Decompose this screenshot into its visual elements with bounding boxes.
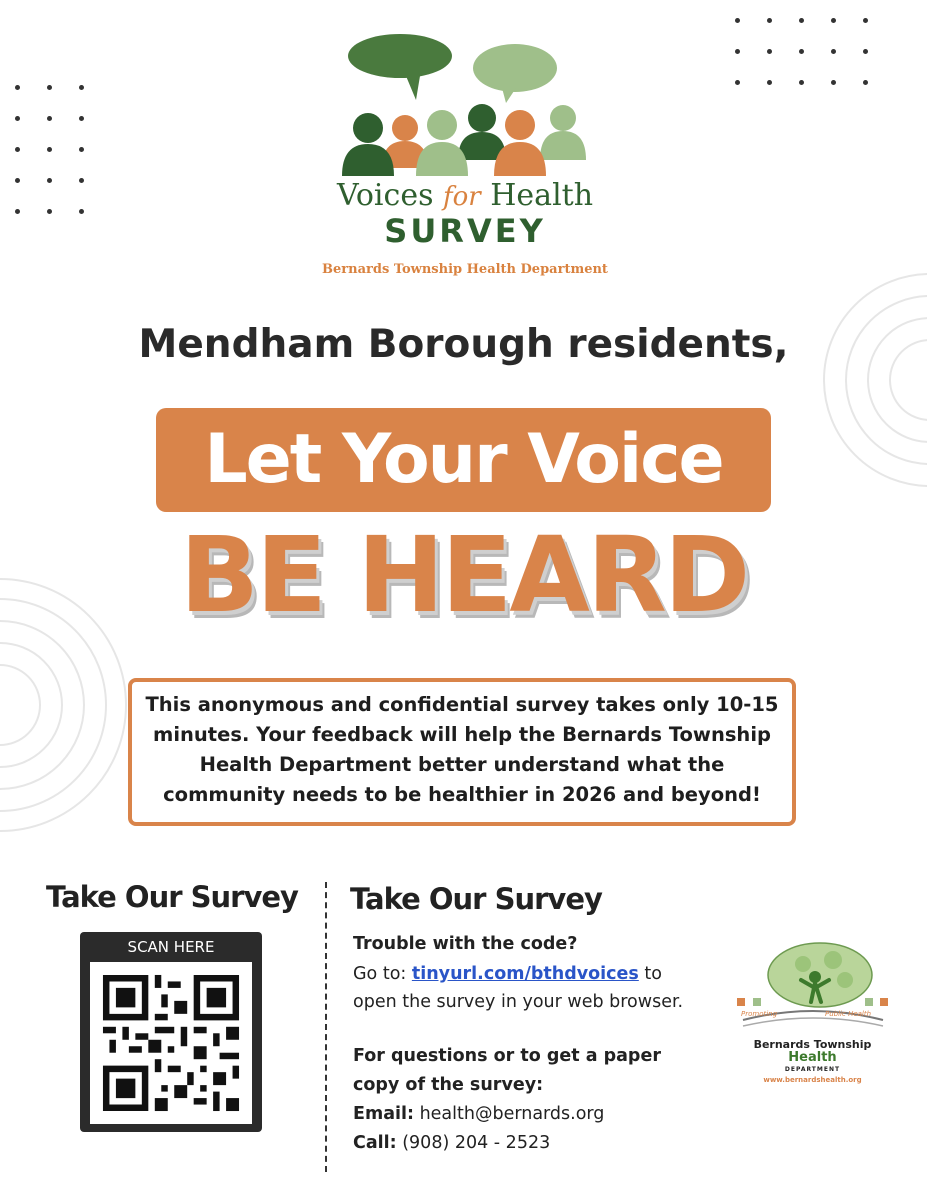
bt-logo-line3: DEPARTMENT [784, 1066, 841, 1073]
dot-grid-top-right [735, 18, 895, 111]
questions-line-1: For questions or to get a paper [353, 1046, 661, 1066]
logo-survey-word: SURVEY [384, 212, 546, 250]
bt-logo-url: www.bernardshealth.org [763, 1076, 862, 1084]
info-text: This anonymous and confidential survey takes only 10-15 minutes. Your feedback will help the Bernards Township Health Department better understand what the community needs to be healthier in 2026 and beyond! [145, 693, 779, 806]
bernards-health-logo [735, 940, 890, 1090]
take-survey-heading-right: Take Our Survey [350, 882, 602, 916]
logo-title: Voices for Health [336, 178, 594, 213]
circles-decoration-right [790, 250, 927, 510]
bt-logo-line1: Bernards Township [753, 1038, 872, 1051]
take-survey-heading-left: Take Our Survey [46, 880, 298, 914]
call-label: Call: [353, 1133, 397, 1153]
email-label: Email: [353, 1104, 414, 1124]
survey-link[interactable]: tinyurl.com/bthdvoices [411, 964, 639, 984]
scan-here-label: SCAN HERE [127, 938, 215, 956]
goto-suffix: to [638, 964, 662, 984]
bt-logo-line2: Health [788, 1050, 837, 1065]
public-health-label: Public Health [825, 1010, 872, 1018]
headline: Mendham Borough residents, [138, 322, 789, 367]
questions-line-2: copy of the survey: [353, 1075, 544, 1095]
trouble-text: Trouble with the code? [353, 934, 578, 954]
dashed-divider [325, 882, 327, 1172]
goto-prefix: Go to: [353, 964, 412, 984]
logo-department: Bernards Township Health Department [322, 262, 608, 277]
qr-code-icon [90, 962, 252, 1124]
call-line [353, 1133, 550, 1153]
be-heard-text: BE HEARD [179, 514, 748, 636]
qr-code[interactable] [90, 962, 252, 1124]
phone-value[interactable]: (908) 204 - 2523 [396, 1133, 551, 1153]
banner-text: Let Your Voice [204, 420, 723, 499]
email-line [353, 1104, 604, 1124]
goto-line [353, 964, 662, 984]
promoting-label: Promoting [741, 1010, 778, 1018]
tree-person-icon [735, 940, 890, 1035]
email-value[interactable]: health@bernards.org [414, 1104, 605, 1124]
goto-line-2: open the survey in your web browser. [353, 992, 684, 1012]
dot-grid-left [15, 85, 111, 240]
